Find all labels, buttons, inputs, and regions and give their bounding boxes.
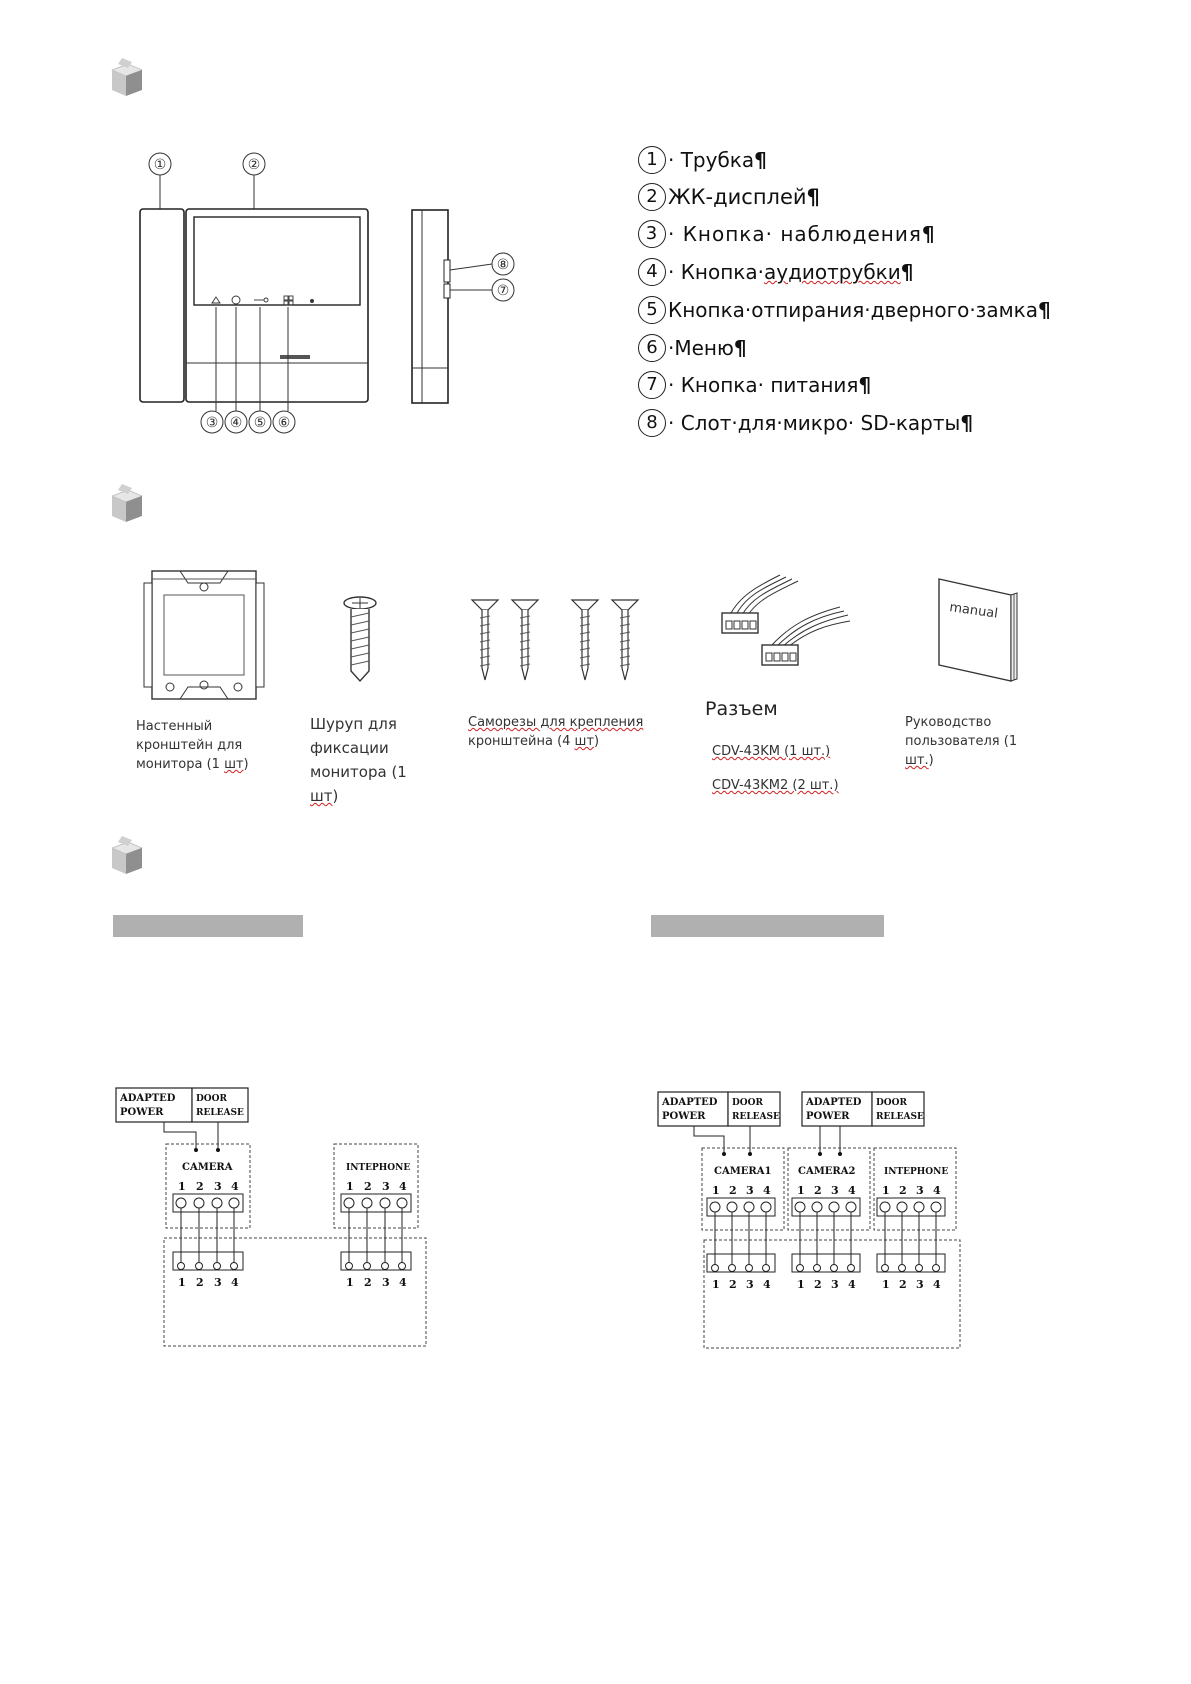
svg-text:POWER: POWER xyxy=(120,1107,164,1118)
svg-text:1: 1 xyxy=(346,1180,354,1193)
svg-text:2: 2 xyxy=(729,1184,737,1197)
callout-1: ① xyxy=(153,157,167,173)
svg-text:2: 2 xyxy=(196,1180,204,1193)
svg-text:DOOR: DOOR xyxy=(196,1094,227,1104)
wiring-diagram-two-cameras xyxy=(650,1080,970,1356)
monitor-terminal-box-right xyxy=(704,1240,960,1348)
svg-text:4: 4 xyxy=(231,1180,239,1193)
callout-3: ③ xyxy=(205,415,219,431)
callout-4: ④ xyxy=(229,415,243,431)
svg-text:3: 3 xyxy=(916,1184,924,1197)
svg-text:CAMERA2: CAMERA2 xyxy=(798,1166,856,1177)
callout-5: ⑤ xyxy=(253,415,267,431)
svg-text:4: 4 xyxy=(933,1184,941,1197)
svg-text:INTEPHONE: INTEPHONE xyxy=(884,1167,949,1177)
brand-plate xyxy=(280,355,310,359)
bracket-label: Настенный кронштейн для монитора (1 шт) xyxy=(136,719,249,772)
svg-text:2: 2 xyxy=(814,1278,822,1291)
legend-item-5: 5 Кнопка·отпирания·дверного·замка¶ xyxy=(638,296,1051,324)
svg-text:1: 1 xyxy=(346,1276,354,1289)
screw-label: Шуруп для фиксации монитора (1 шт) xyxy=(310,715,407,805)
handset xyxy=(140,209,184,402)
svg-text:ADAPTED: ADAPTED xyxy=(806,1097,862,1108)
svg-text:4: 4 xyxy=(399,1180,407,1193)
svg-text:POWER: POWER xyxy=(662,1111,706,1122)
svg-text:4: 4 xyxy=(933,1278,941,1291)
wiring-diagram-single-camera xyxy=(110,1080,440,1356)
legend-item-6: 6 ·Меню¶ xyxy=(638,334,747,362)
connector-model-2: CDV-43KM2 (2 шт.) xyxy=(712,778,839,793)
monitor-screw-drawing xyxy=(340,595,380,685)
cube-icon xyxy=(108,482,146,524)
svg-text:4: 4 xyxy=(231,1276,239,1289)
heading-bar-left xyxy=(113,915,303,937)
svg-text:RELEASE: RELEASE xyxy=(876,1112,924,1122)
connector-model-1: CDV-43KM (1 шт.) xyxy=(712,744,831,759)
callout-8: ⑧ xyxy=(496,257,510,273)
svg-text:2: 2 xyxy=(814,1184,822,1197)
svg-text:RELEASE: RELEASE xyxy=(732,1112,780,1122)
legend-item-4: 4 · Кнопка·аудиотрубки¶ xyxy=(638,258,913,286)
svg-text:3: 3 xyxy=(214,1276,222,1289)
svg-text:3: 3 xyxy=(382,1180,390,1193)
lcd-screen xyxy=(194,217,360,305)
svg-text:1: 1 xyxy=(178,1180,186,1193)
svg-text:4: 4 xyxy=(763,1184,771,1197)
cube-icon xyxy=(108,56,146,98)
svg-text:DOOR: DOOR xyxy=(876,1098,907,1108)
legend-item-1: 1 · Трубка¶ xyxy=(638,146,767,174)
legend-item-7: 7 · Кнопка· питания¶ xyxy=(638,371,871,399)
user-manual-drawing xyxy=(935,575,1025,685)
svg-text:3: 3 xyxy=(831,1184,839,1197)
svg-text:4: 4 xyxy=(848,1184,856,1197)
wall-bracket-drawing xyxy=(140,565,270,705)
svg-text:CAMERA: CAMERA xyxy=(182,1162,233,1173)
svg-text:ADAPTED: ADAPTED xyxy=(662,1097,718,1108)
svg-text:1: 1 xyxy=(712,1184,720,1197)
svg-text:ADAPTED: ADAPTED xyxy=(120,1093,176,1104)
monitor-terminal-box xyxy=(164,1238,426,1346)
svg-text:2: 2 xyxy=(196,1276,204,1289)
legend-item-2: 2 ЖК-дисплей¶ xyxy=(638,183,820,211)
cube-icon xyxy=(108,834,146,876)
svg-text:2: 2 xyxy=(364,1180,372,1193)
legend-item-3: 3 · Кнопка· наблюдения¶ xyxy=(638,220,936,248)
svg-text:CAMERA1: CAMERA1 xyxy=(714,1166,772,1177)
svg-text:4: 4 xyxy=(763,1278,771,1291)
svg-text:1: 1 xyxy=(797,1278,805,1291)
monitor-front-drawing xyxy=(130,145,430,465)
svg-text:DOOR: DOOR xyxy=(732,1098,763,1108)
monitor-side-drawing xyxy=(400,200,530,415)
callout-6: ⑥ xyxy=(277,415,291,431)
connector-cables-drawing xyxy=(700,565,850,685)
svg-text:4: 4 xyxy=(399,1276,407,1289)
svg-text:2: 2 xyxy=(899,1184,907,1197)
svg-text:1: 1 xyxy=(712,1278,720,1291)
svg-text:1: 1 xyxy=(178,1276,186,1289)
svg-text:3: 3 xyxy=(831,1278,839,1291)
svg-text:2: 2 xyxy=(364,1276,372,1289)
svg-text:3: 3 xyxy=(214,1180,222,1193)
self-tapping-label: Саморезы для крепления кронштейна (4 шт) xyxy=(468,715,644,749)
svg-text:1: 1 xyxy=(797,1184,805,1197)
svg-text:INTEPHONE: INTEPHONE xyxy=(346,1163,411,1173)
svg-text:3: 3 xyxy=(746,1184,754,1197)
legend-item-8: 8 · Слот·для·микро· SD-карты¶ xyxy=(638,409,973,437)
svg-text:3: 3 xyxy=(382,1276,390,1289)
side-body xyxy=(412,210,448,403)
svg-text:2: 2 xyxy=(899,1278,907,1291)
self-tapping-screws-drawing xyxy=(470,596,650,686)
svg-text:3: 3 xyxy=(916,1278,924,1291)
svg-text:2: 2 xyxy=(729,1278,737,1291)
svg-text:1: 1 xyxy=(882,1278,890,1291)
svg-text:1: 1 xyxy=(882,1184,890,1197)
callout-7: ⑦ xyxy=(496,283,510,299)
heading-bar-right xyxy=(651,915,884,937)
manual-cover-text: manual xyxy=(948,600,999,622)
svg-text:POWER: POWER xyxy=(806,1111,850,1122)
callout-2: ② xyxy=(247,157,261,173)
svg-text:4: 4 xyxy=(848,1278,856,1291)
connector-title: Разъем xyxy=(705,698,778,720)
svg-text:RELEASE: RELEASE xyxy=(196,1108,244,1118)
manual-label: Руководство пользователя (1 шт.) xyxy=(905,715,1018,768)
svg-text:3: 3 xyxy=(746,1278,754,1291)
